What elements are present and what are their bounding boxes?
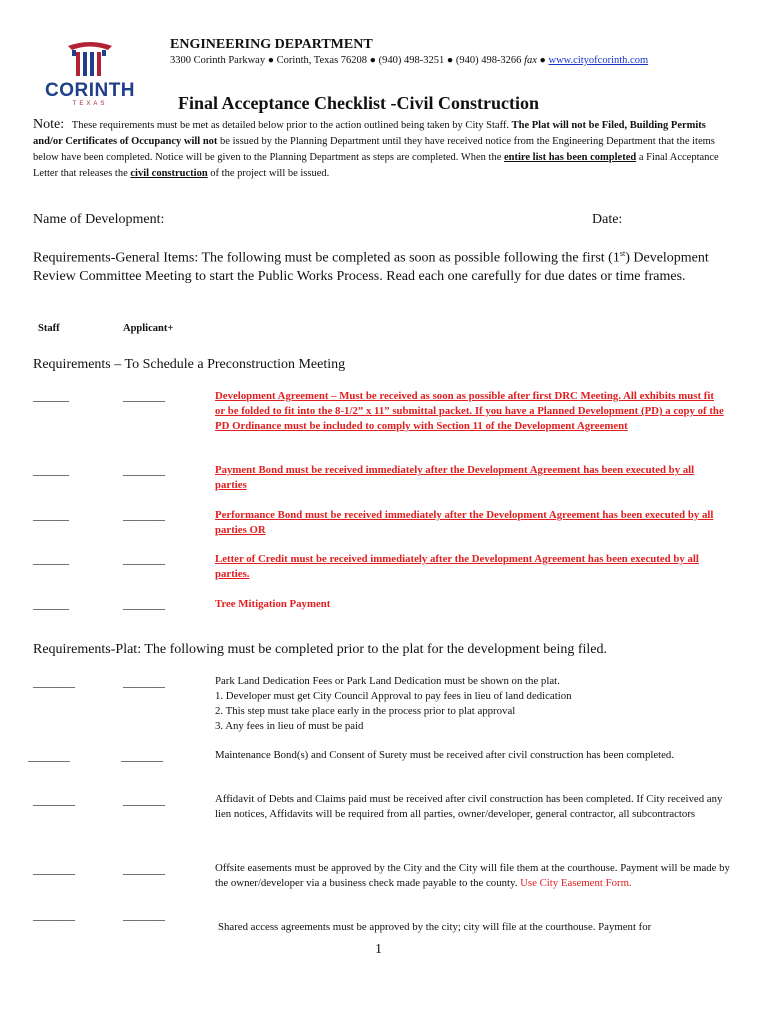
note-text-civil: civil construction bbox=[130, 168, 208, 179]
applicant-blank[interactable]: _______ bbox=[121, 749, 163, 763]
applicant-blank[interactable]: _______ bbox=[123, 508, 165, 522]
applicant-column-header: Applicant+ bbox=[123, 323, 174, 334]
note-paragraph bbox=[33, 117, 733, 182]
staff-blank[interactable]: _______ bbox=[33, 908, 75, 922]
separator: ● bbox=[536, 55, 549, 66]
staff-blank[interactable]: ______ bbox=[33, 463, 69, 477]
development-agreement-item: Development Agreement – Must be received as soon as possible after first DRC Meeting. All exhibits must fit or be folded to fit into the 8-1/2” x 11” submittal packet. If you have a Planned Development (PD) a copy of the PD Ordinance must be included to comply with Section 11 of the Development Agreement bbox=[215, 390, 724, 432]
note-text-4: of the project will be issued. bbox=[210, 168, 330, 179]
note-text-entire-list: entire list has been completed bbox=[504, 152, 637, 163]
staff-blank[interactable]: ______ bbox=[33, 389, 69, 403]
staff-blank[interactable]: _______ bbox=[33, 793, 75, 807]
applicant-blank[interactable]: _______ bbox=[123, 389, 165, 403]
applicant-blank[interactable]: _______ bbox=[123, 862, 165, 876]
park-land-intro: Park Land Dedication Fees or Park Land Dedication must be shown on the plat. bbox=[215, 675, 560, 687]
staff-blank[interactable]: _______ bbox=[28, 749, 70, 763]
park-land-step-1: 1. Developer must get City Council Approval to pay fees in lieu of land dedication bbox=[215, 690, 572, 702]
staff-blank[interactable]: ______ bbox=[33, 552, 69, 566]
applicant-blank[interactable]: _______ bbox=[123, 552, 165, 566]
performance-bond-item: Performance Bond must be received immediately after the Development Agreement has been executed by all parties OR bbox=[215, 509, 714, 536]
fax-label: fax bbox=[524, 55, 537, 66]
note-text-1: These requirements must be met as detailed below prior to the action outlined being taken by City Staff. bbox=[71, 120, 509, 131]
tree-mitigation-item: Tree Mitigation Payment bbox=[215, 598, 331, 610]
name-of-development-label: Name of Development: bbox=[33, 212, 165, 227]
website-link[interactable]: www.cityofcorinth.com bbox=[548, 55, 649, 66]
logo-wordmark: CORINTH bbox=[44, 80, 136, 101]
letter-of-credit-item: Letter of Credit must be received immediately after the Development Agreement has been executed by all parties. bbox=[215, 553, 699, 580]
offsite-text: Offsite easements must be approved by the City and the City will file them at the courthouse. Payment will be made by the owner/developer via a business check made payable to the county. bbox=[215, 862, 730, 889]
general-text-2: ) Development Review Committee Meeting to start the Public Works Process. Read each one carefully for due dates or time frames. bbox=[33, 250, 709, 284]
staff-blank[interactable]: _______ bbox=[33, 675, 75, 689]
staff-blank[interactable]: ______ bbox=[33, 508, 69, 522]
staff-blank[interactable]: _______ bbox=[33, 862, 75, 876]
park-land-step-3: 3. Any fees in lieu of must be paid bbox=[215, 720, 364, 732]
park-land-item bbox=[215, 674, 725, 734]
note-text-3: a Final Acceptance Letter that releases the bbox=[33, 152, 719, 179]
preconstruction-heading: Requirements – To Schedule a Preconstruction Meeting bbox=[33, 357, 346, 372]
applicant-blank[interactable]: _______ bbox=[123, 463, 165, 477]
shared-access-item: Shared access agreements must be approved by the city; city will file at the courthouse. Payment for bbox=[218, 921, 652, 933]
applicant-blank[interactable]: _______ bbox=[123, 597, 165, 611]
department-name: ENGINEERING DEPARTMENT bbox=[170, 37, 373, 52]
address-text: 3300 Corinth Parkway ● Corinth, Texas 76208 ● (940) 498-3251 ● (940) 498-3266 bbox=[170, 55, 522, 66]
note-text-2: be issued by the Planning Department until they have received notice from the Engineering Department that the items below have been completed. Notice will be given to the Planning Department as steps are completed. When the bbox=[33, 136, 715, 163]
maintenance-bond-item: Maintenance Bond(s) and Consent of Surety must be received after civil construction has been completed. bbox=[215, 749, 675, 761]
date-label: Date: bbox=[592, 212, 623, 227]
applicant-blank[interactable]: _______ bbox=[123, 793, 165, 807]
corinth-logo bbox=[36, 38, 144, 108]
staff-column-header: Staff bbox=[38, 323, 60, 334]
applicant-blank[interactable]: _______ bbox=[123, 675, 165, 689]
staff-blank[interactable]: ______ bbox=[33, 597, 69, 611]
park-land-step-2: 2. This step must take place early in the process prior to plat approval bbox=[215, 705, 516, 717]
applicant-blank[interactable]: _______ bbox=[123, 908, 165, 922]
general-sup: st bbox=[619, 249, 626, 258]
general-text-1: Requirements-General Items: The following must be completed as soon as possible following the first (1 bbox=[33, 250, 620, 266]
note-text-bold: The Plat will not be Filed, Building Permits and/or Certificates of Occupancy will not bbox=[33, 120, 706, 147]
offsite-easements-item bbox=[215, 861, 730, 891]
logo-subtitle: TEXAS bbox=[72, 101, 108, 107]
address-line bbox=[170, 55, 648, 66]
note-label: Note: bbox=[33, 117, 65, 132]
city-easement-form-link[interactable]: Use City Easement Form. bbox=[520, 877, 632, 889]
flag-emblem-icon bbox=[36, 38, 144, 82]
payment-bond-item: Payment Bond must be received immediately after the Development Agreement has been executed by all parties bbox=[215, 464, 695, 491]
general-requirements bbox=[33, 245, 733, 286]
page-title: Final Acceptance Checklist -Civil Construction bbox=[178, 93, 539, 113]
affidavit-item: Affidavit of Debts and Claims paid must be received after civil construction has been completed. If City received any lien notices, Affidavits will be required from all parties, owner/developer, general contractor, all subcontractors bbox=[215, 793, 723, 820]
plat-heading: Requirements-Plat: The following must be completed prior to the plat for the development being filed. bbox=[33, 642, 607, 657]
page-number: 1 bbox=[375, 942, 382, 957]
